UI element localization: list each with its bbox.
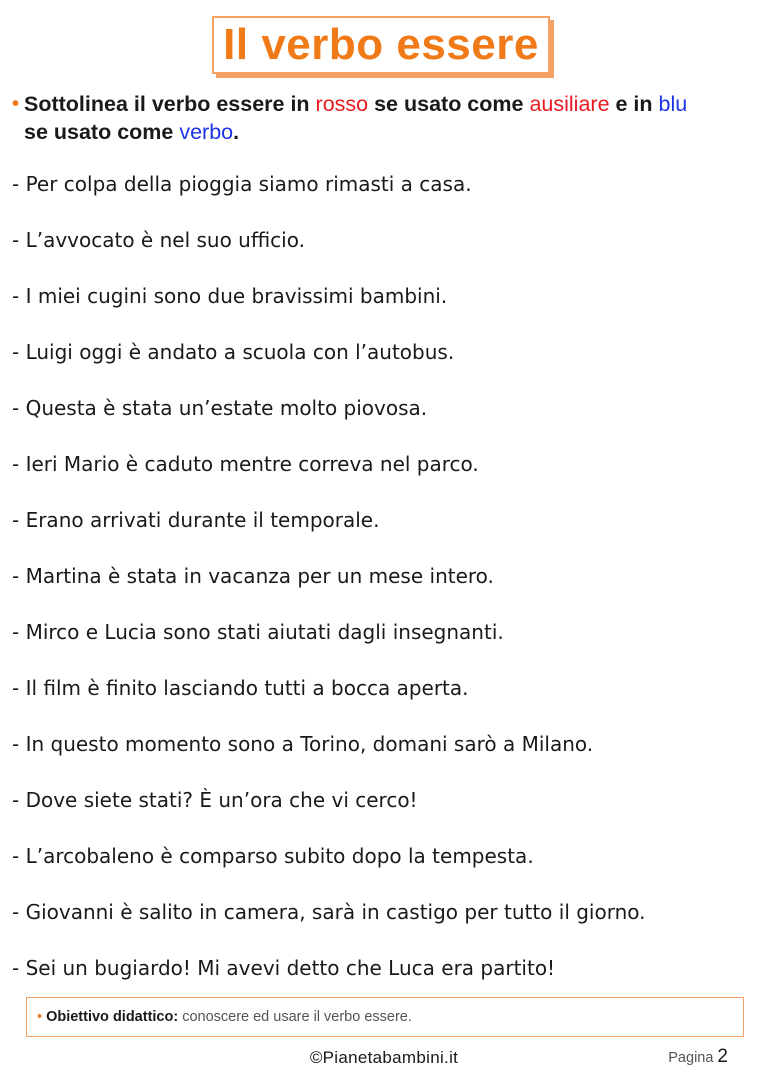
instruction-text: se usato come — [368, 92, 530, 116]
title-box — [212, 16, 550, 74]
instruction-text: e in — [609, 92, 659, 116]
sentence-2: - L’avvocato è nel suo ufficio. — [12, 228, 305, 252]
bullet-icon: • — [12, 93, 20, 115]
sentence-14: - Giovanni è salito in camera, sarà in castigo per tutto il giorno. — [12, 900, 646, 924]
sentence-6: - Ieri Mario è caduto mentre correva nel parco. — [12, 452, 479, 476]
page-number: 2 — [717, 1046, 728, 1067]
word-blu: blu — [658, 92, 688, 116]
bullet-icon: • — [37, 1009, 43, 1025]
instruction-line-2 — [12, 118, 752, 146]
sentence-8: - Martina è stata in vacanza per un mese intero. — [12, 564, 494, 588]
instruction-text: . — [233, 120, 240, 144]
sentence-1: - Per colpa della pioggia siamo rimasti a casa. — [12, 172, 472, 196]
sentence-15: - Sei un bugiardo! Mi avevi detto che Luca era partito! — [12, 956, 556, 980]
word-ausiliare: ausiliare — [529, 92, 610, 116]
sentence-13: - L’arcobaleno è comparso subito dopo la tempesta. — [12, 844, 534, 868]
sentence-list — [12, 166, 762, 1006]
objective-label: Obiettivo didattico: — [46, 1009, 179, 1025]
page-label: Pagina — [668, 1050, 714, 1066]
sentence-12: - Dove siete stati? È un’ora che vi cerco! — [12, 788, 418, 812]
instruction-line-1 — [12, 90, 752, 118]
word-verbo: verbo — [179, 120, 234, 144]
sentence-11: - In questo momento sono a Torino, domani sarò a Milano. — [12, 732, 594, 756]
sentence-7: - Erano arrivati durante il temporale. — [12, 508, 380, 532]
page-indicator — [668, 1046, 728, 1068]
sentence-5: - Questa è stata un’estate molto piovosa. — [12, 396, 428, 420]
instruction-text: se usato come — [24, 120, 180, 144]
instruction-text: Sottolinea il verbo essere in — [24, 92, 316, 116]
sentence-4: - Luigi oggi è andato a scuola con l’autobus. — [12, 340, 455, 364]
instruction — [12, 90, 752, 146]
page-title: Il verbo essere — [223, 20, 539, 69]
sentence-10: - Il film è finito lasciando tutti a bocca aperta. — [12, 676, 469, 700]
site-credit: ©Pianetabambini.it — [309, 1048, 459, 1067]
objective-box — [26, 997, 744, 1037]
word-rosso: rosso — [315, 92, 369, 116]
sentence-3: - I miei cugini sono due bravissimi bambini. — [12, 284, 448, 308]
sentence-9: - Mirco e Lucia sono stati aiutati dagli insegnanti. — [12, 620, 504, 644]
objective-text: conoscere ed usare il verbo essere. — [182, 1009, 412, 1025]
